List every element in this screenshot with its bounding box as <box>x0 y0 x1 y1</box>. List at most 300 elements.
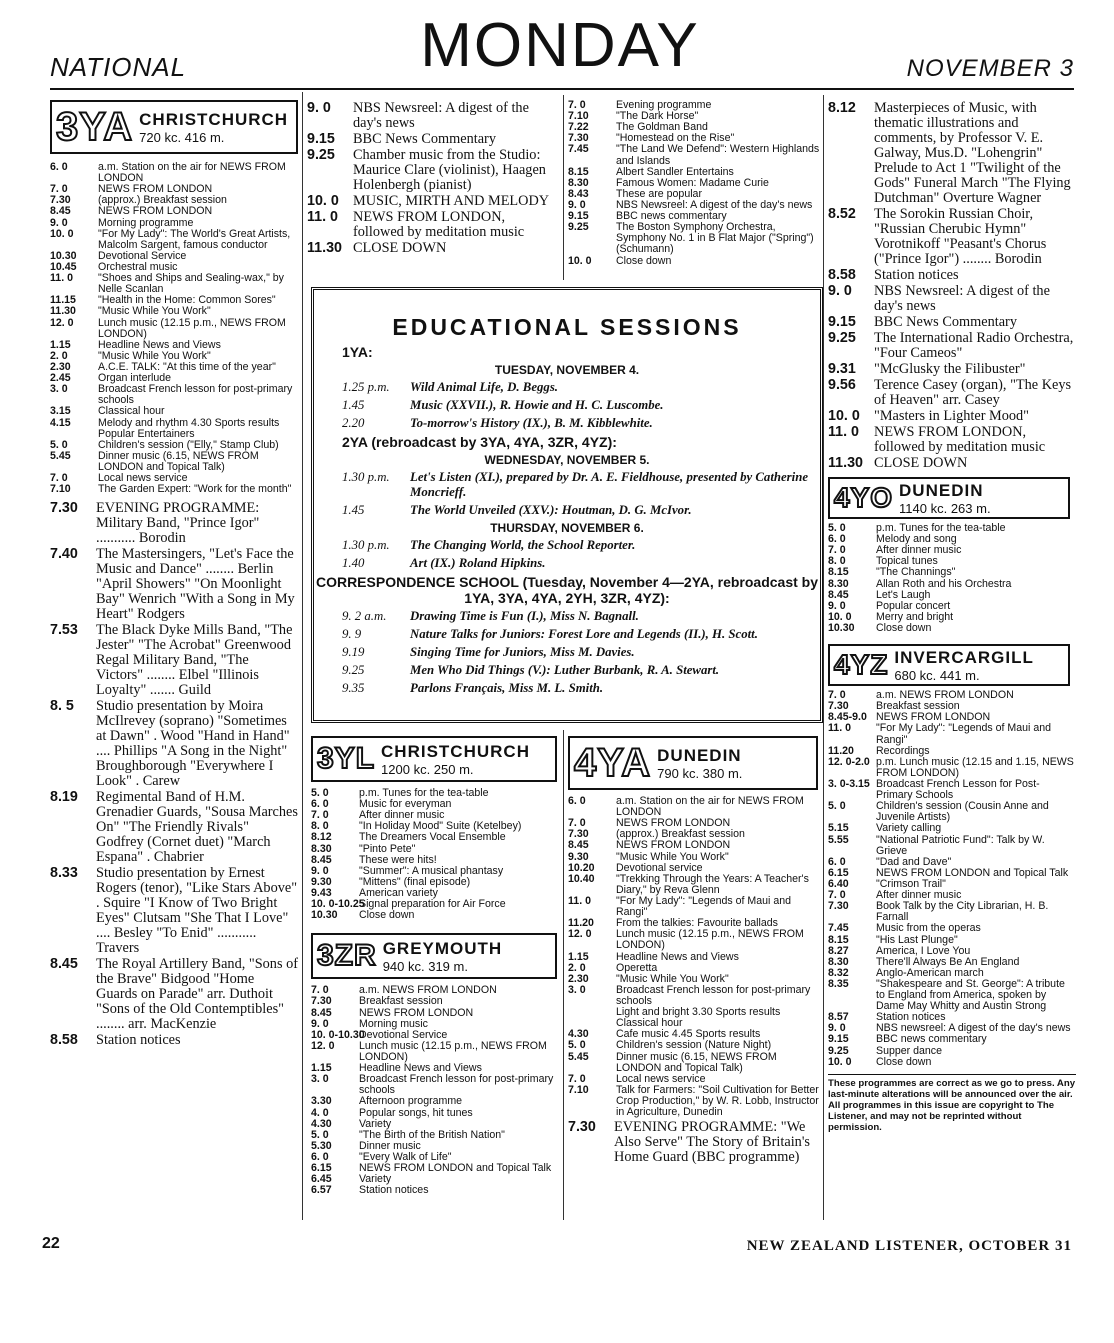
schedule-time: 6. 0 <box>50 161 68 173</box>
schedule-programme: Masterpieces of Music, with thematic illustrations and comments, by Professor V. E. Galway, Mus.D. "Lohengrin" Prelude to Act 1 "Twilight of the Gods" Funeral March "The Flying Dutchman" Overture Wagner <box>874 100 1071 206</box>
schedule-programme: The Royal Artillery Band, "Sons of the Brave" Bidgood "Home Guards on Parade" arr. Duthoit "Sons of the Old Contemptibles" ........ arr. MacKenzie <box>96 956 298 1033</box>
schedule-item <box>828 362 1076 377</box>
schedule-item <box>828 1034 1076 1045</box>
schedule-programme: EVENING PROGRAMME: "We Also Serve" The Story of Britain's Home Guard (BBC programme) <box>614 1119 810 1166</box>
schedule-programme: Morning programme <box>98 216 194 229</box>
schedule-programme: Lunch music (12.15 p.m., NEWS FROM LONDON) <box>359 1039 547 1063</box>
schedule-programme: Topical tunes <box>876 555 938 568</box>
schedule-time: 11. 0 <box>828 722 851 735</box>
schedule-time: 3. 0-3.15 <box>828 777 870 790</box>
schedule-item <box>828 835 1076 857</box>
schedule-item <box>568 985 820 1007</box>
schedule-item <box>50 162 298 184</box>
schedule-item <box>311 844 559 855</box>
schedule-item <box>568 874 820 896</box>
schedule-time: 7. 0 <box>828 544 846 557</box>
schedule-time: 8.12 <box>828 100 856 116</box>
schedule-time: 8.45 <box>311 853 332 866</box>
schedule-programme: "Music While You Work" <box>98 349 211 362</box>
copyright-note: These programmes are correct as we go to press. Any last-minute alterations will be announced over the air. All programmes in this issue are copyright to The Listener, and may not be reprinted without permission. <box>828 1074 1076 1133</box>
schedule-time: 10. 0 <box>307 193 339 209</box>
schedule-time: 8.30 <box>828 577 849 590</box>
schedule-time: 8.15 <box>828 933 849 946</box>
schedule-programme: CLOSE DOWN <box>353 240 447 256</box>
schedule-item <box>307 132 559 147</box>
schedule-programme: Local news service <box>98 472 188 485</box>
column-3yl-3zr <box>311 736 559 1226</box>
station-callsign: 3YL <box>317 742 376 775</box>
station-city: INVERCARGILL <box>894 647 1034 667</box>
schedule-time: 11. 0 <box>568 894 591 907</box>
schedule-item <box>568 1040 820 1051</box>
schedule-programme: Variety <box>359 1117 392 1130</box>
schedule-programme: Light and bright 3.30 Sports results <box>616 1006 781 1019</box>
schedule-item <box>828 757 1076 779</box>
schedule-time: 2.45 <box>50 372 71 385</box>
schedule-time: 7.30 <box>50 500 78 517</box>
schedule-programme: Melody and rhythm 4.30 Sports results <box>98 416 280 429</box>
schedule-item <box>311 1185 559 1196</box>
edu-time: 1.30 p.m. <box>342 538 390 552</box>
schedule-programme: Variety calling <box>876 822 942 835</box>
schedule-programme: BBC news commentary <box>876 1033 987 1046</box>
schedule-programme: Let's Laugh <box>876 588 931 601</box>
schedule-item <box>568 144 820 166</box>
schedule-programme: (approx.) Breakfast session <box>98 194 227 207</box>
schedule-item <box>828 207 1076 267</box>
schedule-time: 5. 0 <box>828 800 846 813</box>
schedule-time: 8.57 <box>828 1011 849 1024</box>
schedule-time: 12. 0-2.0 <box>828 755 870 768</box>
schedule-time: 9. 0 <box>568 198 586 211</box>
schedule-time: 7. 0 <box>568 817 586 830</box>
schedule-programme: Devotional Service <box>359 1028 448 1041</box>
schedule-programme: Recordings <box>876 744 930 757</box>
schedule-time: 4. 0 <box>311 1106 329 1119</box>
schedule-time: 8.45 <box>50 956 78 973</box>
schedule-time: 9.30 <box>311 875 332 888</box>
schedule-programme: BBC news commentary <box>616 210 727 223</box>
station-callsign: 4YO <box>834 482 894 513</box>
schedule-item <box>568 952 820 963</box>
schedule-item <box>50 362 298 373</box>
schedule-item <box>50 218 298 229</box>
edu-date: TUESDAY, NOVEMBER 4. <box>494 363 640 377</box>
schedule-time: 7.30 <box>568 1119 596 1136</box>
schedule-item <box>568 929 820 951</box>
schedule-item <box>50 306 298 317</box>
edu-item <box>342 609 820 624</box>
schedule-time: 12. 0 <box>311 1039 335 1052</box>
schedule-programme: Book Talk by the City Librarian, H. B. Farnall <box>876 900 1049 924</box>
schedule-item <box>828 779 1076 801</box>
schedule-time: 9. 0 <box>307 100 331 116</box>
schedule-programme: Local news service <box>616 1072 706 1085</box>
edu-subject: Singing Time for Juniors, Miss M. Davies. <box>410 645 635 659</box>
station-box-3zr <box>311 933 557 979</box>
edu-time: 1.45 <box>342 398 365 412</box>
schedule-time: 9.25 <box>828 330 856 346</box>
edu-time: 1.25 p.m. <box>342 380 390 394</box>
column-4ya-evening <box>568 100 820 280</box>
schedule-programme: "Music While You Work" <box>98 305 211 318</box>
edu-item <box>342 681 820 696</box>
schedule-item <box>307 148 559 193</box>
schedule-programme: Close down <box>876 1055 932 1068</box>
schedule-programme: NBS Newsreel: A digest of the day's news <box>874 283 1050 314</box>
schedule-time: 9. 0 <box>828 283 852 299</box>
schedule-time: 5.45 <box>568 1050 589 1063</box>
schedule-programme: Popular concert <box>876 599 951 612</box>
schedule-time: 4.30 <box>568 1028 589 1041</box>
schedule-time: 1.15 <box>568 950 589 963</box>
schedule-programme: Dinner music <box>359 1139 421 1152</box>
schedule-time: 8.52 <box>828 206 856 222</box>
schedule-item <box>311 1108 559 1119</box>
schedule-programme: p.m. Tunes for the tea-table <box>876 522 1006 534</box>
schedule-programme: p.m. Lunch music (12.15 and 1.15, NEWS FROM LONDON) <box>876 755 1074 779</box>
edu-time: 1.40 <box>342 556 365 570</box>
schedule-programme: "Pinto Pete" <box>359 842 416 855</box>
schedule-time: 8.45-9.0 <box>828 711 867 724</box>
schedule-time: 7. 0 <box>311 984 329 997</box>
schedule-programme: Classical hour <box>616 1017 683 1030</box>
schedule-time: 5. 0 <box>311 1128 329 1141</box>
schedule-time: 8.30 <box>311 842 332 855</box>
schedule-programme: NEWS FROM LONDON <box>98 205 213 218</box>
schedule-time: 6. 0 <box>311 1150 329 1163</box>
schedule-item <box>828 1057 1076 1068</box>
schedule-programme: Melody and song <box>876 533 957 546</box>
schedule-programme: Children's session (Nature Night) <box>616 1039 772 1052</box>
station-city: CHRISTCHURCH <box>139 109 289 129</box>
schedule-item <box>568 1085 820 1118</box>
edu-item <box>342 538 820 553</box>
schedule-programme: BBC News Commentary <box>874 314 1017 330</box>
schedule-item <box>828 801 1076 823</box>
schedule-programme: Devotional service <box>616 861 703 874</box>
schedule-time: 10. 0 <box>568 254 592 267</box>
edu-item <box>342 627 820 642</box>
schedule-time: 7.30 <box>311 995 332 1008</box>
schedule-item <box>307 194 559 209</box>
column-3ya-continued <box>307 100 559 280</box>
station-box-4yo <box>828 477 1070 519</box>
schedule-programme: From the talkies: Favourite ballads <box>616 917 778 930</box>
station-box-4yz <box>828 644 1070 686</box>
schedule-programme: Close down <box>876 621 932 634</box>
schedule-item <box>828 378 1076 408</box>
schedule-time: 8.32 <box>828 966 849 979</box>
schedule-item <box>568 256 820 267</box>
schedule-programme: NEWS FROM LONDON and Topical Talk <box>876 866 1069 879</box>
station-city: DUNEDIN <box>899 480 984 500</box>
edu-item <box>342 503 820 518</box>
schedule-item <box>311 910 559 921</box>
educational-sessions-box <box>311 287 823 723</box>
station-box-3ya <box>50 100 298 154</box>
schedule-item <box>828 331 1076 361</box>
schedule-time: 5. 0 <box>311 787 329 799</box>
schedule-programme: "Shoes and Ships and Sealing-wax," by Nelle Scanlan <box>98 272 284 296</box>
schedule-time: 10.30 <box>311 909 338 922</box>
schedule-programme: "For My Lady": "Legends of Maui and Rangi" <box>876 722 1051 746</box>
schedule-programme: "Music While You Work" <box>616 972 729 985</box>
schedule-time: 5. 0 <box>50 438 68 451</box>
schedule-programme: Headline News and Views <box>616 950 739 963</box>
schedule-item <box>50 206 298 217</box>
schedule-time: 8.58 <box>50 1032 78 1049</box>
schedule-time: 7. 0 <box>50 472 68 485</box>
schedule-programme: The Boston Symphony Orchestra, Symphony No. 1 in B Flat Major ("Spring") (Schumann) <box>616 221 814 256</box>
schedule-time: 11.20 <box>568 917 594 930</box>
schedule-time: 7.30 <box>568 828 589 841</box>
schedule-time: 11. 0 <box>828 424 860 440</box>
schedule-time: 8.15 <box>568 165 589 178</box>
edu-title: EDUCATIONAL SESSIONS <box>392 314 742 340</box>
schedule-time: 8.19 <box>50 789 78 806</box>
schedule-item <box>828 935 1076 946</box>
schedule-item <box>50 957 298 1032</box>
schedule-programme: Studio presentation by Ernest Rogers (tenor), "Like Stars Above" . Squire "I Know of Two Bright Eyes" Clutsam "She That I Love" .... Besley "To Enid" ........... Travers <box>96 865 298 957</box>
schedule-programme: The Garden Expert: "Work for the month" <box>98 483 292 496</box>
schedule-time: 7.10 <box>568 110 589 123</box>
schedule-time: 8. 0 <box>311 820 329 833</box>
schedule-programme: Famous Women: Madame Curie <box>616 176 769 189</box>
schedule-programme: NEWS FROM LONDON <box>98 183 213 196</box>
schedule-time: 10. 0 <box>50 227 74 240</box>
schedule-programme: NEWS FROM LONDON and Topical Talk <box>359 1162 552 1175</box>
schedule-time: 9.25 <box>307 147 335 163</box>
schedule-time: 5. 0 <box>568 1039 586 1052</box>
schedule-time: 6.45 <box>311 1173 332 1186</box>
schedule-programme: Allan Roth and his Orchestra <box>876 577 1012 590</box>
schedule-time: 8.35 <box>828 977 849 990</box>
schedule-item <box>50 273 298 295</box>
schedule-time: 10.30 <box>828 621 855 634</box>
schedule-item <box>307 210 559 240</box>
schedule-time: 7. 0 <box>828 889 846 902</box>
schedule-time: 9. 0 <box>828 599 846 612</box>
schedule-programme: p.m. Tunes for the tea-table <box>359 787 489 799</box>
schedule-item <box>568 1120 820 1165</box>
schedule-programme: After dinner music <box>359 809 445 822</box>
edu-subject: Parlons Français, Miss M. L. Smith. <box>410 681 604 695</box>
schedule-programme: Station notices <box>874 267 959 283</box>
schedule-time: 8.15 <box>828 566 849 579</box>
schedule-item <box>828 268 1076 283</box>
schedule-time <box>568 1007 616 1018</box>
schedule-programme: "For My Lady": The World's Great Artists, Malcolm Sargent, famous conductor <box>98 227 291 251</box>
edu-subject: The World Unveiled (XXV.): Houtman, D. G. McIvor. <box>410 503 692 517</box>
schedule-item <box>828 590 1076 601</box>
schedule-time: 7.45 <box>568 143 589 156</box>
schedule-programme: "Homestead on the Rise" <box>616 132 735 145</box>
schedule-programme: "The Channings" <box>876 566 956 579</box>
column-4ya <box>568 736 820 1226</box>
schedule-item <box>50 866 298 956</box>
schedule-item <box>311 1008 559 1019</box>
schedule-programme: The International Radio Orchestra, "Four Cameos" <box>874 330 1074 361</box>
schedule-programme: Broadcast French Lesson for Post-Primary Schools <box>876 777 1040 802</box>
schedule-time: 6.15 <box>828 866 849 879</box>
station-frequency: 1140 kc. 263 m. <box>899 500 991 516</box>
schedule-item <box>828 1046 1076 1057</box>
schedule-programme: BBC News Commentary <box>353 131 496 147</box>
schedule-programme: EVENING PROGRAMME: Military Band, "Prince Igor" ........... Borodin <box>96 500 260 547</box>
schedule-item <box>568 840 820 851</box>
schedule-programme: a.m. NEWS FROM LONDON <box>359 984 497 997</box>
schedule-programme: These are popular <box>616 187 702 200</box>
schedule-programme: Dinner music (6.15, NEWS FROM LONDON and Topical Talk) <box>616 1050 777 1074</box>
schedule-time: 8.43 <box>568 187 589 200</box>
schedule-time: 12. 0 <box>50 316 74 329</box>
schedule-time: 7. 0 <box>311 809 329 822</box>
edu-subject: To-morrow's History (IX.), B. M. Kibblewhite. <box>410 416 653 430</box>
schedule-item <box>50 418 298 429</box>
column-4ya-4yo-4yz <box>828 100 1076 1220</box>
schedule-time: 7. 0 <box>828 689 846 702</box>
schedule-item <box>828 545 1076 556</box>
schedule-programme: Merry and bright <box>876 610 954 623</box>
schedule-time: 9.25 <box>828 1044 849 1057</box>
schedule-item <box>50 229 298 251</box>
edu-subject: Men Who Did Things (V.): Luther Burbank, R. A. Stewart. <box>410 663 720 677</box>
schedule-programme: The Goldman Band <box>616 121 708 134</box>
station-frequency: 940 kc. 319 m. <box>382 958 468 974</box>
schedule-programme: Popular songs, hit tunes <box>359 1106 473 1119</box>
schedule-programme: Studio presentation by Moira McIlrevey (soprano) "Sometimes at Dawn" . Wood "Hand in Hand" .... Phillips "A Song in the Night" Broughborough "Everywhere I Look" . Carew <box>96 698 290 790</box>
schedule-time: 7. 0 <box>568 1072 586 1085</box>
column-3ya <box>50 100 298 1220</box>
schedule-programme: NEWS FROM LONDON, followed by meditation music <box>874 424 1046 455</box>
column-divider <box>823 95 824 1220</box>
schedule-item <box>828 456 1076 471</box>
schedule-item <box>50 790 298 865</box>
schedule-item <box>311 1163 559 1174</box>
schedule-programme: Organ interlude <box>98 372 172 385</box>
schedule-programme: "The Land We Defend": Western Highlands and Islands <box>616 143 820 167</box>
schedule-programme: Music for everyman <box>359 798 452 811</box>
schedule-time: 3.30 <box>311 1095 332 1108</box>
schedule-programme: Operetta <box>616 961 658 974</box>
schedule-programme: "Shakespeare and St. George": A tribute to England from America, spoken by Dame May Whitty and Austin Strong <box>876 977 1065 1013</box>
station-callsign: 3ZR <box>317 939 377 973</box>
schedule-item <box>828 409 1076 424</box>
station-callsign: 4YA <box>574 740 652 785</box>
schedule-item <box>828 923 1076 934</box>
column-divider <box>563 95 564 280</box>
schedule-time: 12. 0 <box>568 928 592 941</box>
schedule-time: 6. 0 <box>828 533 846 546</box>
schedule-time: 2. 0 <box>568 961 586 974</box>
schedule-item <box>568 896 820 918</box>
schedule-programme: The Sorokin Russian Choir, "Russian Cherubic Hymn" Vorotnikoff "Peasant's Chorus ("Prince Igor") ........ Borodin <box>874 206 1047 267</box>
edu-correspondence: CORRESPONDENCE SCHOOL (Tuesday, November 4—2YA, rebroadcast by 1YA, 3YA, 4YA, 2YH, 3ZR, 4YZ): <box>315 574 819 606</box>
schedule-time: 7.30 <box>50 194 71 207</box>
schedule-programme: Close down <box>359 909 415 922</box>
schedule-item <box>50 318 298 340</box>
schedule-time: 8.27 <box>828 944 849 957</box>
schedule-programme: "The Dark Horse" <box>616 110 699 123</box>
schedule-item <box>311 899 559 910</box>
schedule-programme: These were hits! <box>359 853 437 866</box>
schedule-time: 7.30 <box>828 900 849 913</box>
schedule-time: 8.45 <box>311 1006 332 1019</box>
schedule-item <box>50 699 298 789</box>
schedule-programme: Breakfast session <box>876 700 960 713</box>
schedule-item <box>828 612 1076 623</box>
station-box-4ya <box>568 736 818 790</box>
schedule-programme: Albert Sandler Entertains <box>616 165 734 178</box>
edu-time: 9.25 <box>342 663 365 677</box>
schedule-item <box>311 1096 559 1107</box>
station-frequency: 680 kc. 441 m. <box>894 667 980 683</box>
schedule-programme: A.C.E. TALK: "At this time of the year" <box>98 360 276 373</box>
schedule-time: 3. 0 <box>568 983 586 996</box>
schedule-time: 5.30 <box>311 1139 332 1152</box>
schedule-programme: Regimental Band of H.M. Grenadier Guards, "Sousa Marches On" "The Friendly Rivals" Godfrey (Cornet duet) "March Espana" . Chabrier <box>96 789 298 866</box>
publication-footer: NEW ZEALAND LISTENER, OCTOBER 31 <box>746 1238 1072 1254</box>
schedule-item <box>311 1041 559 1063</box>
schedule-item <box>828 623 1076 634</box>
schedule-time: 6.40 <box>828 877 849 890</box>
schedule-programme: NBS Newsreel: A digest of the day's news <box>616 198 813 211</box>
edu-item <box>342 398 820 413</box>
schedule-item <box>50 384 298 406</box>
schedule-item <box>828 315 1076 330</box>
schedule-item <box>828 823 1076 834</box>
schedule-item <box>50 547 298 622</box>
schedule-time: 9.56 <box>828 377 856 393</box>
schedule-programme: NEWS FROM LONDON <box>616 839 731 852</box>
schedule-item <box>50 406 298 417</box>
schedule-programme: "Crimson Trail" <box>876 877 946 890</box>
station-city: CHRISTCHURCH <box>381 741 530 761</box>
edu-time: 1.45 <box>342 503 365 517</box>
edu-date: WEDNESDAY, NOVEMBER 5. <box>484 453 650 467</box>
schedule-time: 7.30 <box>828 700 849 713</box>
schedule-programme: Broadcast French lesson for post-primary schools <box>616 983 811 1007</box>
schedule-time: 7.40 <box>50 546 78 563</box>
schedule-programme: "Mittens" (final episode) <box>359 875 471 888</box>
edu-item <box>342 416 820 431</box>
schedule-programme: "For My Lady": "Legends of Maui and Rangi" <box>616 894 791 919</box>
schedule-time: 2.30 <box>50 360 71 373</box>
schedule-time: 9.31 <box>828 361 856 377</box>
schedule-programme: Orchestral music <box>98 260 178 273</box>
schedule-item <box>307 241 559 256</box>
edu-item <box>342 645 820 660</box>
schedule-item <box>828 579 1076 590</box>
schedule-time: 2.30 <box>568 972 589 985</box>
schedule-programme: There'll Always Be An England <box>876 955 1020 968</box>
edu-station: 1YA: <box>342 344 373 360</box>
schedule-programme: (approx.) Breakfast session <box>616 828 745 841</box>
schedule-item <box>828 868 1076 879</box>
schedule-programme: Cafe music 4.45 Sports results <box>616 1028 761 1041</box>
station-city: GREYMOUTH <box>382 938 503 958</box>
schedule-time: 11.20 <box>828 744 854 757</box>
schedule-time: 7.30 <box>568 132 589 145</box>
schedule-time: 8.45 <box>568 839 589 852</box>
schedule-time: 6.15 <box>311 1162 332 1175</box>
schedule-programme: Broadcast French lesson for post-primary schools <box>359 1073 554 1097</box>
schedule-time: 9.15 <box>828 314 856 330</box>
schedule-time: 11. 0 <box>307 209 339 225</box>
edu-subject: The Changing World, the School Reporter. <box>410 538 636 552</box>
schedule-time: 3.15 <box>50 405 71 418</box>
